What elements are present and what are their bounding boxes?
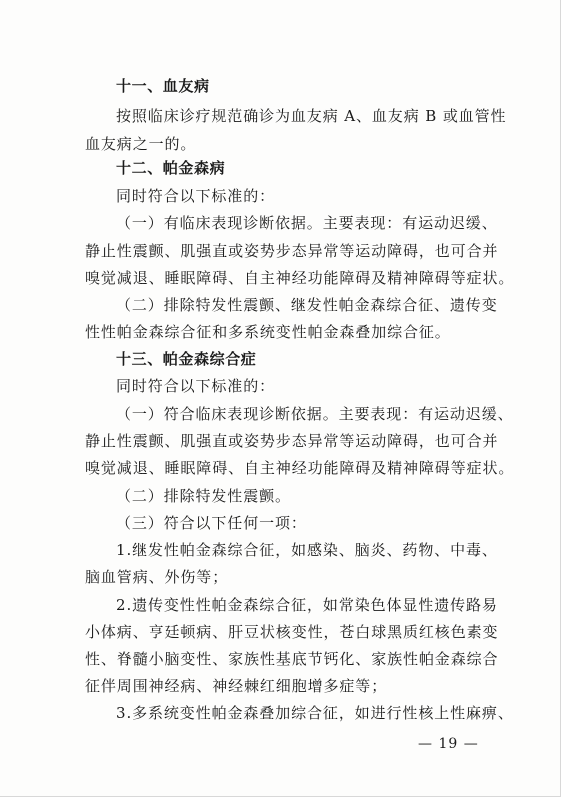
body-text-line: （一）有临床表现诊断依据。主要表现：有运动迟缓、 xyxy=(116,214,498,232)
body-text-line: （一）符合临床表现诊断依据。主要表现：有运动迟缓、 xyxy=(116,405,514,423)
section-heading-hemophilia: 十一、血友病 xyxy=(116,77,210,95)
section-heading-parkinsonism: 十三、帕金森综合症 xyxy=(116,350,257,368)
body-text-line: 1.继发性帕金森综合征，如感染、脑炎、药物、中毒、 xyxy=(116,541,498,559)
page-number: — 19 — xyxy=(418,736,479,752)
body-text-line: 同时符合以下标准的： xyxy=(116,377,276,395)
body-text-line: 小体病、亨廷顿病、肝豆状核变性，苍白球黑质红核色素变 xyxy=(85,623,499,641)
body-text-line: 2.遗传变性性帕金森综合征，如常染色体显性遗传路易 xyxy=(116,596,498,614)
body-text-line: （二）排除特发性震颤、继发性帕金森综合征、遗传变 xyxy=(116,296,498,314)
body-text-line: 血友病之一的。 xyxy=(85,135,197,153)
body-text-line: 征伴周围神经病、神经棘红细胞增多症等； xyxy=(85,677,388,695)
body-text-line: 嗅觉减退、睡眠障碍、自主神经功能障碍及精神障碍等症状。 xyxy=(85,269,515,287)
body-text-line: 静止性震颤、肌强直或姿势步态异常等运动障碍，也可合并 xyxy=(85,432,499,450)
body-text-line: （二）排除特发性震颤。 xyxy=(116,487,291,505)
body-text-line: 按照临床诊疗规范确诊为血友病 A、血友病 B 或血管性 xyxy=(116,107,507,125)
body-text-line: （三）符合以下任何一项： xyxy=(116,514,307,532)
body-text-line: 性、脊髓小脑变性、家族性基底节钙化、家族性帕金森综合 xyxy=(85,650,499,668)
body-text-line: 同时符合以下标准的： xyxy=(116,187,276,205)
body-text-line: 静止性震颤、肌强直或姿势步态异常等运动障碍，也可合并 xyxy=(85,242,499,260)
body-text-line: 性性帕金森综合征和多系统变性帕金森叠加综合征。 xyxy=(85,323,451,341)
body-text-line: 脑血管病、外伤等； xyxy=(85,568,229,586)
body-text-line: 3.多系统变性帕金森叠加综合征，如进行性核上性麻痹、 xyxy=(116,704,514,722)
body-text-line: 嗅觉减退、睡眠障碍、自主神经功能障碍及精神障碍等症状。 xyxy=(85,459,515,477)
section-heading-parkinsons: 十二、帕金森病 xyxy=(116,159,226,177)
